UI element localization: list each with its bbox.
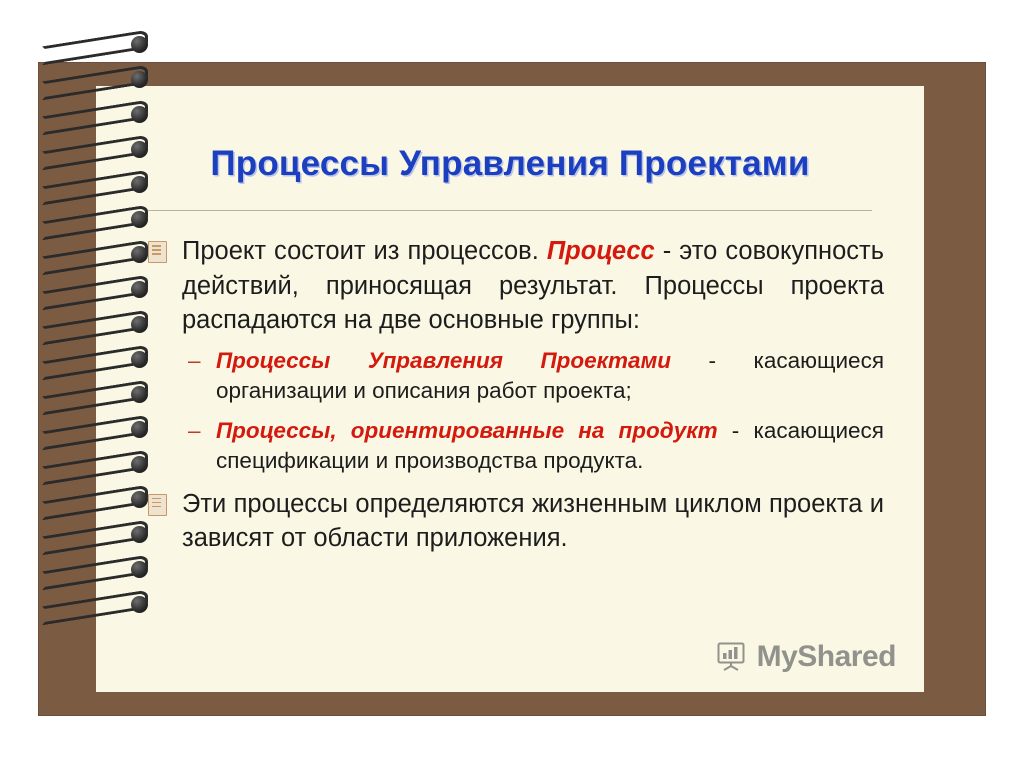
spiral-bead [131, 106, 148, 123]
spiral-binding [32, 38, 152, 638]
spiral-bead [131, 316, 148, 333]
spiral-ring [32, 528, 144, 541]
spiral-ring [32, 563, 144, 576]
text-run: - касающиеся спецификации и производства продукта. [216, 418, 884, 474]
spiral-ring [32, 598, 144, 611]
spiral-bead [131, 141, 148, 158]
spiral-ring [32, 493, 144, 506]
spiral-bead [131, 71, 148, 88]
dash-bullet-icon: – [188, 348, 201, 374]
notebook-cover [38, 62, 986, 716]
spiral-ring [32, 388, 144, 401]
watermark [717, 640, 896, 674]
spiral-ring [32, 213, 144, 226]
spiral-bead [131, 351, 148, 368]
spiral-bead [131, 491, 148, 508]
spiral-ring [32, 38, 144, 51]
spiral-bead [131, 281, 148, 298]
spiral-bead [131, 246, 148, 263]
text-run: Эти процессы определяются жизненным циклом проекта и зависят от области приложения. [182, 489, 884, 553]
text-run: - касающиеся организации и описания работ проекта; [216, 348, 884, 404]
spiral-ring [32, 458, 144, 471]
presentation-chart-icon [717, 642, 751, 672]
spiral-ring [32, 353, 144, 366]
spiral-bead [131, 211, 148, 228]
spiral-ring [32, 178, 144, 191]
page-title: Процессы Управления Проектами [210, 144, 810, 183]
spiral-ring [32, 248, 144, 261]
spiral-bead [131, 421, 148, 438]
sub-list-item [144, 346, 884, 406]
watermark-label: MyShared [756, 640, 896, 673]
text-run-emphasis: Процесс [546, 237, 655, 265]
spiral-bead [131, 526, 148, 543]
text-run-emphasis: Процессы, ориентированные на продукт [216, 418, 718, 444]
spiral-bead [131, 36, 148, 53]
sub-list [144, 346, 884, 477]
spiral-bead [131, 561, 148, 578]
spiral-ring [32, 423, 144, 436]
spiral-bead [131, 456, 148, 473]
spiral-ring [32, 283, 144, 296]
title-divider [148, 210, 872, 211]
spiral-ring [32, 73, 144, 86]
spiral-bead [131, 176, 148, 193]
text-run-emphasis: Процессы Управления Проектами [216, 348, 671, 374]
spiral-ring [32, 108, 144, 121]
bullet-paragraph [144, 487, 884, 556]
text-run: - это совокупность действий, приносящая результат. Процессы проекта распадаются на две основные группы: [182, 237, 884, 335]
sub-list-item [144, 416, 884, 476]
bullet-paragraph [144, 234, 884, 338]
spiral-bead [131, 596, 148, 613]
notebook-page [96, 86, 924, 692]
slide-body [144, 234, 884, 556]
dash-bullet-icon: – [188, 418, 201, 444]
spiral-bead [131, 386, 148, 403]
spiral-ring [32, 143, 144, 156]
spiral-ring [32, 318, 144, 331]
text-run: Проект состоит из процессов. [182, 237, 547, 265]
